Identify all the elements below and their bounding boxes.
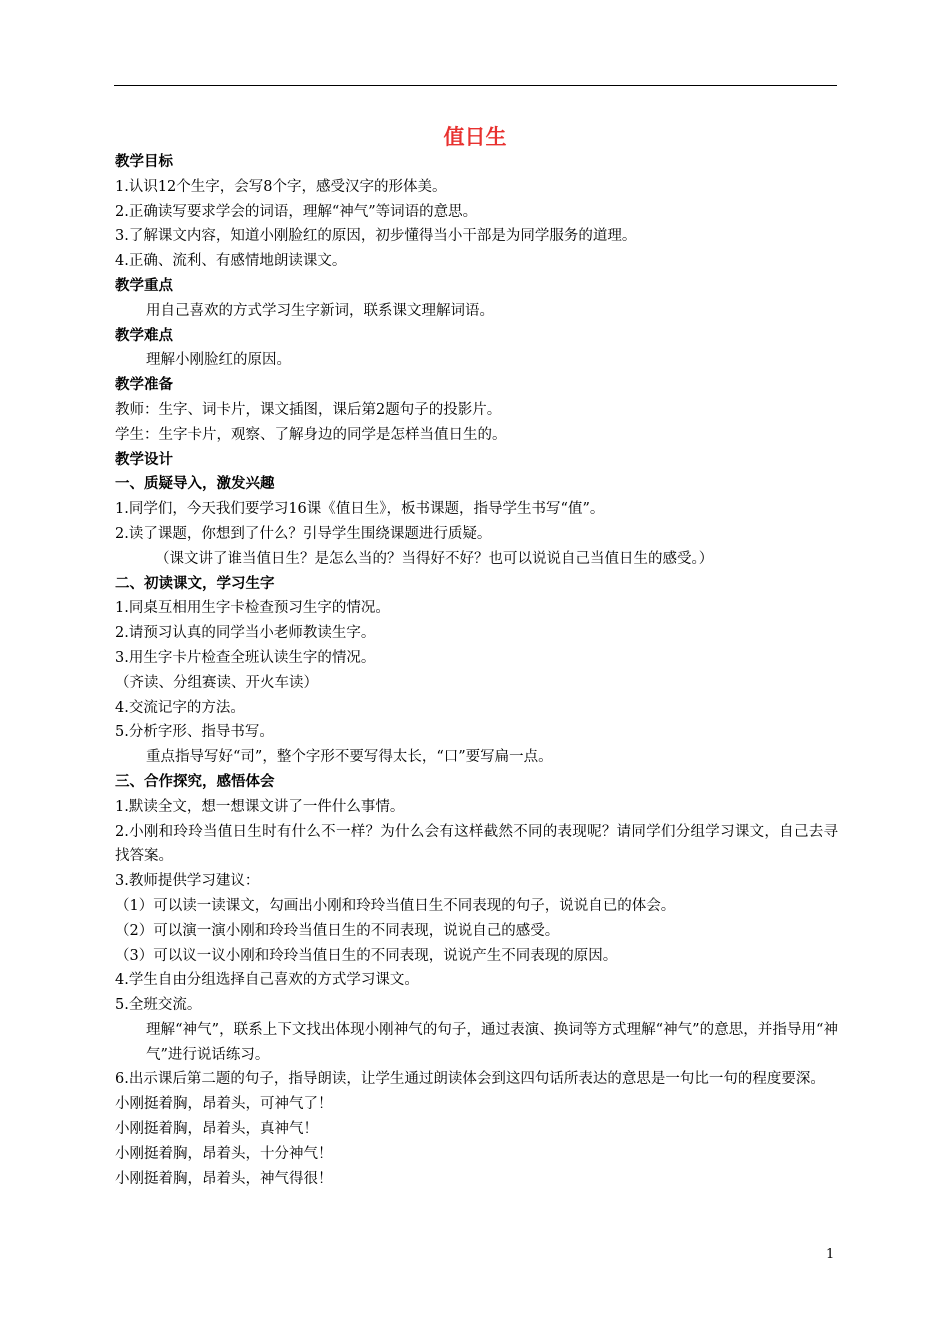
body-line: 1.同桌互相用生字卡检查预习生字的情况。 — [115, 600, 390, 617]
section-heading: 教学重点 — [115, 277, 173, 294]
section-heading: 二、初读课文，学习生字 — [115, 575, 275, 592]
body-line: 学生：生字卡片，观察、了解身边的同学是怎样当值日生的。 — [115, 426, 507, 443]
body-line: 2.请预习认真的同学当小老师教读生字。 — [115, 625, 376, 642]
section-heading: 一、质疑导入，激发兴趣 — [115, 476, 275, 493]
body-line: 3.教师提供学习建议： — [115, 873, 260, 890]
body-line: 小刚挺着胸，昂着头，真神气！ — [115, 1121, 318, 1138]
body-line: 2.读了课题，你想到了什么？引导学生围绕课题进行质疑。 — [115, 525, 492, 542]
body-line: 4.正确、流利、有感情地朗读课文。 — [115, 253, 347, 270]
body-line: 6.出示课后第二题的句子，指导朗读，让学生通过朗读体会到这四句话所表达的意思是一句比一句的程度要深。 — [115, 1071, 825, 1088]
body-line: 理解“神气”，联系上下文找出体现小刚神气的句子，通过表演、换词等方式理解“神气”的意思，并指导用“神气”进行说话练习。 — [146, 1021, 838, 1063]
body-line: 3.用生字卡片检查全班认读生字的情况。 — [115, 649, 376, 666]
body-line: （课文讲了谁当值日生？是怎么当的？当得好不好？也可以说说自己当值日生的感受。） — [155, 550, 714, 567]
body-line: 教师：生字、词卡片，课文插图，课后第2题句子的投影片。 — [115, 401, 502, 418]
body-line: （1）可以读一读课文，勾画出小刚和玲玲当值日生不同表现的句子，说说自已的体会。 — [115, 897, 676, 914]
body-line: 1.认识12个生字，会写8个字，感受汉字的形体美。 — [115, 178, 447, 195]
body-line: 5.分析字形、指导书写。 — [115, 724, 274, 741]
section-heading: 教学难点 — [115, 327, 173, 344]
body-line: 小刚挺着胸，昂着头，神气得很！ — [115, 1170, 333, 1187]
body-line: 小刚挺着胸，昂着头，十分神气！ — [115, 1145, 333, 1162]
body-line: 5.全班交流。 — [115, 997, 202, 1014]
body-line: （2）可以演一演小刚和玲玲当值日生的不同表现，说说自己的感受。 — [115, 922, 560, 939]
body-line: 2.小刚和玲玲当值日生时有什么不一样？为什么会有这样截然不同的表现呢？请同学们分组学习课文，自己去寻找答案。 — [115, 823, 838, 865]
document-title: 值日生 — [443, 125, 507, 149]
body-line: 1.同学们，今天我们要学习16课《值日生》，板书课题，指导学生书写“值”。 — [115, 501, 605, 518]
section-heading: 教学设计 — [115, 451, 173, 468]
body-line: 1.默读全文，想一想课文讲了一件什么事情。 — [115, 798, 405, 815]
body-line: 用自己喜欢的方式学习生字新词，联系课文理解词语。 — [146, 302, 494, 319]
body-line: 理解小刚脸红的原因。 — [146, 352, 291, 369]
section-heading: 教学准备 — [115, 377, 173, 394]
body-line: （齐读、分组赛读、开火车读） — [115, 674, 318, 691]
header-rule — [114, 85, 837, 86]
document-body — [115, 150, 838, 1191]
body-line: （3）可以议一议小刚和玲玲当值日生的不同表现，说说产生不同表现的原因。 — [115, 947, 618, 964]
section-heading: 教学目标 — [115, 154, 173, 170]
body-line: 小刚挺着胸，昂着头，可神气了！ — [115, 1096, 333, 1113]
page-number: 1 — [826, 1247, 835, 1262]
body-line: 4.交流记字的方法。 — [115, 699, 245, 716]
section-heading: 三、合作探究，感悟体会 — [115, 773, 275, 790]
body-line: 2.正确读写要求学会的词语，理解“神气”等词语的意思。 — [115, 203, 478, 220]
body-line: 3.了解课文内容，知道小刚脸红的原因，初步懂得当小干部是为同学服务的道理。 — [115, 228, 637, 245]
body-line: 4.学生自由分组选择自己喜欢的方式学习课文。 — [115, 972, 419, 989]
body-line: 重点指导写好“司”，整个字形不要写得太长，“口”要写扁一点。 — [146, 749, 553, 766]
